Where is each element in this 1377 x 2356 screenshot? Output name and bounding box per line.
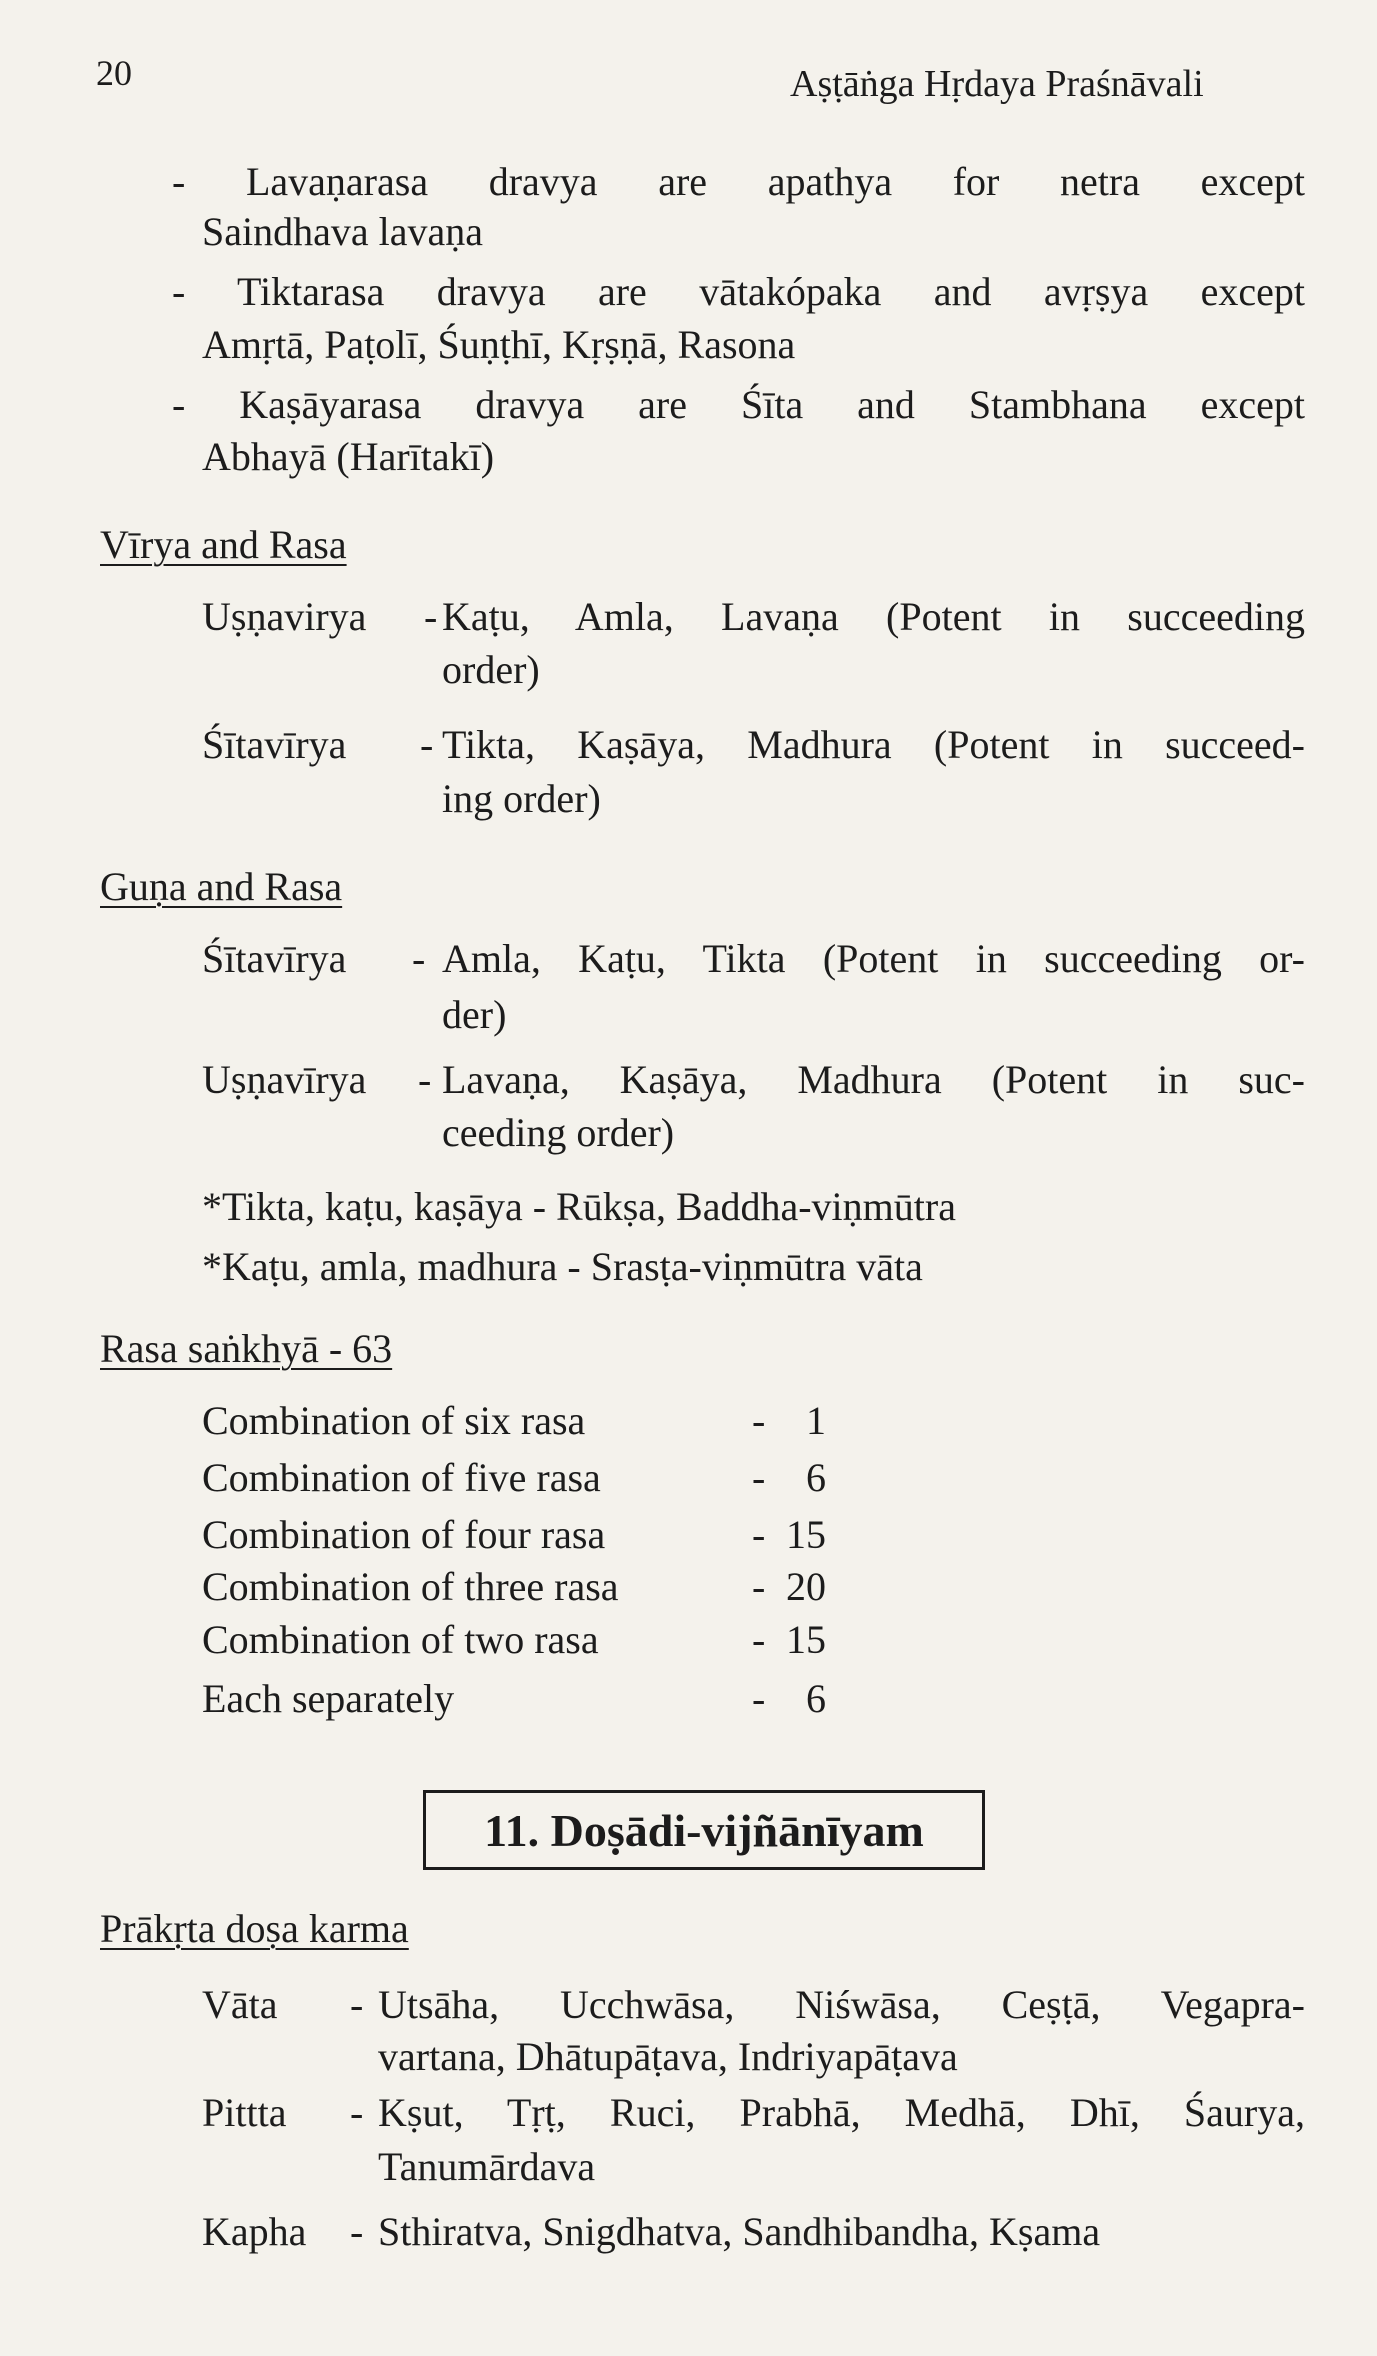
- definition-line: Tikta, Kaṣāya, Madhura (Potent in succeed-: [442, 722, 1305, 767]
- definition-line: vartana, Dhātupāṭava, Indriyapāṭava: [378, 2034, 958, 2079]
- count-label: Combination of six rasa: [202, 1398, 586, 1443]
- chapter-title-box: [423, 1790, 985, 1870]
- count-dash: -: [752, 1512, 766, 1557]
- count-label: Each separately: [202, 1676, 455, 1721]
- definition-line: Kṣut, Tṛṭ, Ruci, Prabhā, Medhā, Dhī, Śaurya,: [378, 2090, 1305, 2135]
- count-value: 20: [786, 1564, 826, 1609]
- count-dash: -: [752, 1617, 766, 1662]
- definition-line: Utsāha, Ucchwāsa, Niśwāsa, Ceṣṭā, Vegapra-: [378, 1982, 1305, 2027]
- bullet-line: - Kaṣāyarasa dravya are Śīta and Stambhana except: [172, 382, 1305, 427]
- term-separator: -: [412, 936, 426, 981]
- section-heading: Rasa saṅkhyā - 63: [100, 1326, 393, 1371]
- count-dash: -: [752, 1676, 766, 1721]
- list-item: [172, 155, 1305, 209]
- note-line: *Kaṭu, amla, madhura - Srasṭa-viṇmūtra vāta: [202, 1244, 923, 1289]
- section-heading: Vīrya and Rasa: [100, 522, 347, 567]
- definition-line: ceeding order): [442, 1110, 675, 1155]
- count-dash: -: [752, 1564, 766, 1609]
- term-label: Vāta: [202, 1982, 278, 2027]
- term-label: Śītavīrya: [202, 936, 347, 981]
- count-value: 6: [806, 1676, 826, 1721]
- bullet-line: Amṛtā, Paṭolī, Śuṇṭhī, Kṛṣṇā, Rasona: [202, 322, 796, 367]
- term-separator: -: [350, 2209, 364, 2254]
- count-dash: -: [752, 1398, 766, 1443]
- page-number: 20: [96, 53, 132, 93]
- running-title: Aṣṭāṅga Hṛdaya Praśnāvali: [790, 63, 1204, 105]
- definition-line: order): [442, 647, 540, 692]
- bullet-line: Abhayā (Harītakī): [202, 434, 495, 479]
- count-value: 15: [786, 1512, 826, 1557]
- definition-line: ing order): [442, 776, 601, 821]
- bullet-line: - Lavaṇarasa dravya are apathya for netra except: [172, 159, 1305, 204]
- count-label: Combination of four rasa: [202, 1512, 606, 1557]
- count-label: Combination of two rasa: [202, 1617, 599, 1662]
- term-separator: -: [350, 2090, 364, 2135]
- term-label: Śītavīrya: [202, 722, 347, 767]
- count-value: 1: [806, 1398, 826, 1443]
- count-label: Combination of three rasa: [202, 1564, 619, 1609]
- section-heading: Prākṛta doṣa karma: [100, 1906, 409, 1951]
- count-value: 15: [786, 1617, 826, 1662]
- list-item: [172, 265, 1305, 319]
- count-label: Combination of five rasa: [202, 1455, 601, 1500]
- term-separator: -: [420, 722, 434, 767]
- term-label: Kapha: [202, 2209, 307, 2254]
- definition-line: Amla, Kaṭu, Tikta (Potent in succeeding or-: [442, 936, 1305, 981]
- term-label: Uṣṇavirya: [202, 594, 367, 639]
- note-line: *Tikta, kaṭu, kaṣāya - Rūkṣa, Baddha-viṇmūtra: [202, 1184, 956, 1229]
- count-dash: -: [752, 1455, 766, 1500]
- term-separator: -: [418, 1057, 432, 1102]
- definition-line: Tanumārdava: [378, 2144, 596, 2189]
- count-value: 6: [806, 1455, 826, 1500]
- bullet-line: Saindhava lavaṇa: [202, 209, 483, 254]
- term-separator: -: [350, 1982, 364, 2027]
- list-item: [172, 378, 1305, 432]
- definition-line: Kaṭu, Amla, Lavaṇa (Potent in succeeding: [442, 594, 1305, 639]
- chapter-title: 11. Doṣādi-vijñānīyam: [484, 1804, 924, 1856]
- term-label: Pittta: [202, 2090, 287, 2135]
- section-heading: Guṇa and Rasa: [100, 864, 343, 909]
- definition-line: Lavaṇa, Kaṣāya, Madhura (Potent in suc-: [442, 1057, 1305, 1102]
- definition-line: Sthiratva, Snigdhatva, Sandhibandha, Kṣama: [378, 2209, 1101, 2254]
- term-label: Uṣṇavīrya: [202, 1057, 367, 1102]
- term-separator: -: [424, 594, 438, 639]
- definition-line: der): [442, 992, 507, 1037]
- bullet-line: - Tiktarasa dravya are vātakópaka and avṛṣya except: [172, 269, 1305, 314]
